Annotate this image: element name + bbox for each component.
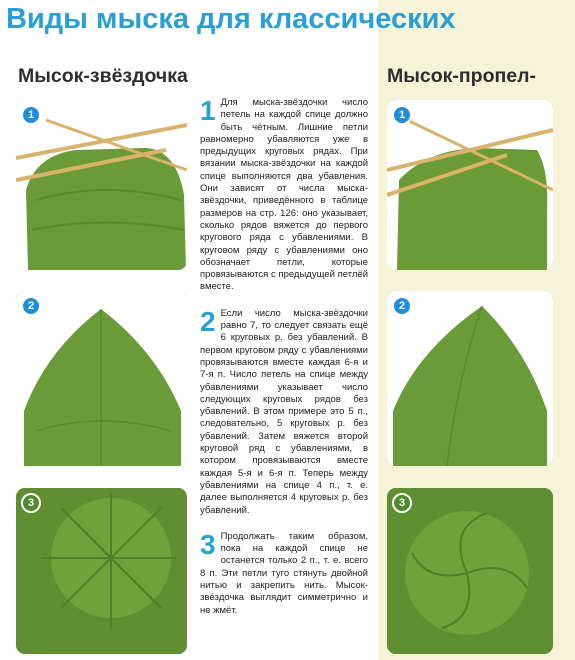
instructions-column bbox=[200, 97, 368, 631]
instruction-step-1 bbox=[200, 97, 368, 294]
photo-star-toe-step-2 bbox=[16, 291, 187, 466]
photo-propeller-toe-step-2 bbox=[387, 291, 553, 466]
instruction-step-3 bbox=[200, 528, 368, 617]
step-number: 1 bbox=[200, 95, 216, 126]
photo-star-toe-step-3 bbox=[16, 488, 187, 654]
step-text: Продолжать таким образом, пока на каждой спице не останется только 2 п., т. е. всего 8 п. Эти петли туго стянуть двойной нитью и закрепить нить. Мысок-звёздочка выглядит симметрично и не жмёт. bbox=[200, 530, 368, 616]
knitted-toe-point-image bbox=[16, 291, 187, 466]
step-number: 3 bbox=[200, 528, 216, 560]
step-badge: 1 bbox=[392, 105, 412, 125]
step-badge: 3 bbox=[21, 493, 41, 513]
knitted-toe-top-view-image bbox=[16, 488, 187, 654]
page-title: Виды мыска для классических bbox=[6, 3, 456, 35]
knitted-toe-point-image bbox=[387, 291, 553, 466]
step-badge: 1 bbox=[21, 105, 41, 125]
photo-propeller-toe-step-1 bbox=[387, 100, 553, 270]
section-title-propeller-toe: Мысок-пропел- bbox=[387, 65, 537, 87]
knitted-toe-top-view-image bbox=[387, 488, 553, 654]
photo-star-toe-step-1 bbox=[16, 100, 187, 270]
knitted-sock-needles-image bbox=[387, 100, 553, 270]
knitted-sock-needles-image bbox=[16, 100, 187, 270]
step-badge: 2 bbox=[21, 296, 41, 316]
step-badge: 2 bbox=[392, 296, 412, 316]
photo-propeller-toe-step-3 bbox=[387, 488, 553, 654]
section-title-star-toe: Мысок-звёздочка bbox=[18, 65, 188, 87]
step-badge: 3 bbox=[392, 493, 412, 513]
step-number: 2 bbox=[200, 305, 216, 337]
step-text: Для мыска-звёздочки число петель на каждой спице должно быть чётным. Лишние петли равномерно убавляются уже в предыдущих круговых рядах. При вязании мыска-звёздочки на каждой спице выполняются два убавления. Они зависят от числа мыска-звёздочки, приведённого в таблице размеров на стр. 126: оно указывает, сколько рядов вяжется до первого кругового ряда с убавлениями. В круговом ряду с убавлениями оно обозначает петли, которые провязываются с предыдущей петлёй вместе. bbox=[200, 97, 368, 293]
step-text: Если число мыска-звёздочки равно 7, то следует связать ещё 6 круговых р. без убавлений. В первом круговом ряду с убавлениями провязываются вместе каждая 6-я и 7-я п. Число петель на спице между убавлениями указывает число следующих круговых рядов без убавлений. В этом примере это 5 п., следовательно, 5 круговых р. без убавлений. Затем вяжется второй круговой ряд с убавлениями, в котором провязываются вместе каждая 5-я и 6-я п. Теперь между убавлениями на спице 4 п., т. е. далее выполняется 4 круговых р. без убавлений. bbox=[200, 307, 368, 516]
instruction-step-2 bbox=[200, 305, 368, 517]
